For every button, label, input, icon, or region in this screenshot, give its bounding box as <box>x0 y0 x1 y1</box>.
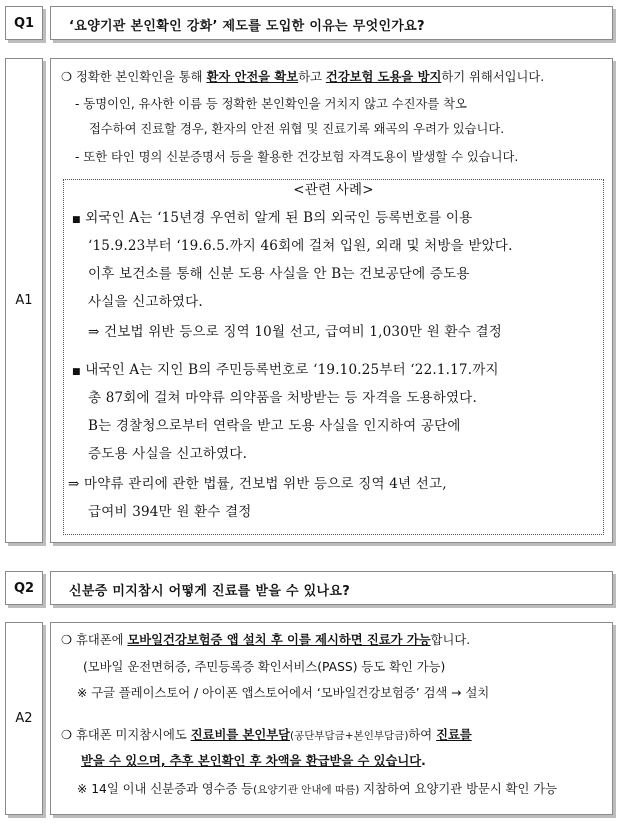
a2-item1-sub: (모바일 운전면허증, 주민등록증 확인서비스(PASS) 등도 확인 가능) <box>83 660 446 674</box>
circle-bullet-icon: ❍ <box>61 633 73 647</box>
a1-label-box <box>5 58 43 543</box>
case1-result: ⇒ 건보법 위반 등으로 징역 10월 선고, 급여비 1,030만 원 환수 결정 <box>88 324 502 340</box>
a2-item1-line: ❍ 휴대폰에 모바일건강보험증 앱 설치 후 이를 제시하면 진료가 가능합니다. <box>61 633 471 647</box>
case2-result-line1: ⇒ 마약류 관리에 관한 법률, 건보법 위반 등으로 징역 4년 선고, <box>68 476 447 492</box>
a1-sub1-line1: - 동명이인, 유사한 이름 등 정확한 본인확인을 거치지 않고 수진자를 착오 <box>75 97 467 111</box>
case2-result-line2: 급여비 394만 원 환수 결정 <box>88 504 252 520</box>
a2-underline-treatment: 진료를 <box>436 728 472 742</box>
case2-line2: 총 87회에 걸쳐 마약류 의약품을 처방받는 등 자격을 도용하였다. <box>88 390 478 406</box>
q2-question-box <box>50 571 613 605</box>
square-bullet-icon: ■ <box>72 215 81 225</box>
q1-question: ‘요양기관 본인확인 강화’ 제도를 도입한 이유는 무엇인가요? <box>69 19 425 34</box>
a2-item1-note: ※ 구글 플레이스토어 / 아이폰 앱스토어에서 ‘모바일건강보험증’ 검색 → 설치 <box>77 686 490 700</box>
case2-line3: B는 경찰청으로부터 연락을 받고 도용 사실을 인지하여 공단에 <box>88 418 461 434</box>
a2-underline-refund: 받을 수 있으며, 추후 본인확인 후 차액을 환급받을 수 있습니다 <box>81 754 422 768</box>
q2-label-box <box>5 571 43 605</box>
case2-line4: 증도용 사실을 신고하였다. <box>88 446 248 462</box>
case2-line1: ■ 내국인 A는 지인 B의 주민등록번호로 ‘19.10.25부터 ‘22.1.17.까지 <box>72 362 499 378</box>
a1-main-line: ❍ 정확한 본인확인을 통해 환자 안전을 확보하고 건강보험 도용을 방지하기 위해서입니다. <box>61 70 545 84</box>
a2-underline-mobile-card: 모바일건강보험증 앱 설치 후 이를 제시하면 진료가 가능 <box>127 633 431 647</box>
q2-question: 신분증 미지참시 어떻게 진료를 받을 수 있나요? <box>69 584 351 599</box>
a1-answer-box <box>50 58 613 543</box>
related-cases-title: <관련 사례> <box>293 182 374 198</box>
a1-sub2-line: - 또한 타인 명의 신분증명서 등을 활용한 건강보험 자격도용이 발생할 수 있습니다. <box>75 150 519 164</box>
a1-label: A1 <box>15 293 33 308</box>
circle-bullet-icon: ❍ <box>61 728 73 742</box>
related-cases-box <box>63 179 604 535</box>
case1-line4: 사실을 신고하였다. <box>88 294 203 310</box>
q2-label: Q2 <box>13 580 35 596</box>
a1-underline-prevent-fraud: 건강보험 도용을 방지 <box>325 70 442 84</box>
q1-label-box <box>5 6 43 40</box>
case1-line1: ■ 외국인 A는 ‘15년경 우연히 알게 된 B의 외국인 등록번호를 이용 <box>72 210 473 226</box>
square-bullet-icon: ■ <box>72 367 81 377</box>
q1-question-box <box>50 6 613 40</box>
a2-label-box <box>5 622 43 815</box>
q1-label: Q1 <box>13 15 35 31</box>
a2-item2-line2: 받을 수 있으며, 추후 본인확인 후 차액을 환급받을 수 있습니다. <box>81 754 426 768</box>
circle-bullet-icon: ❍ <box>61 70 73 84</box>
case1-line2: ‘15.9.23부터 ‘19.6.5.까지 46회에 걸쳐 입원, 외래 및 처방을 받았다. <box>88 238 513 254</box>
a2-item2-line1: ❍ 휴대폰 미지참시에도 진료비를 본인부담(공단부담금+본인부담금)하여 진료를 <box>61 728 472 742</box>
a1-sub1-line2: 접수하여 진료할 경우, 환자의 안전 위협 및 진료기록 왜곡의 우려가 있습니다. <box>89 122 505 136</box>
a2-answer-box <box>50 622 613 815</box>
case1-line3: 이후 보건소를 통해 신분 도용 사실을 안 B는 건보공단에 증도용 <box>88 266 470 282</box>
a1-underline-patient-safety: 환자 안전을 확보 <box>206 70 299 84</box>
a2-underline-self-pay: 진료비를 본인부담 <box>190 728 290 742</box>
a2-label: A2 <box>15 711 33 726</box>
a2-item2-note: ※ 14일 이내 신분증과 영수증 등(요양기관 안내에 따름) 지참하여 요양기관 방문시 확인 가능 <box>77 782 558 796</box>
